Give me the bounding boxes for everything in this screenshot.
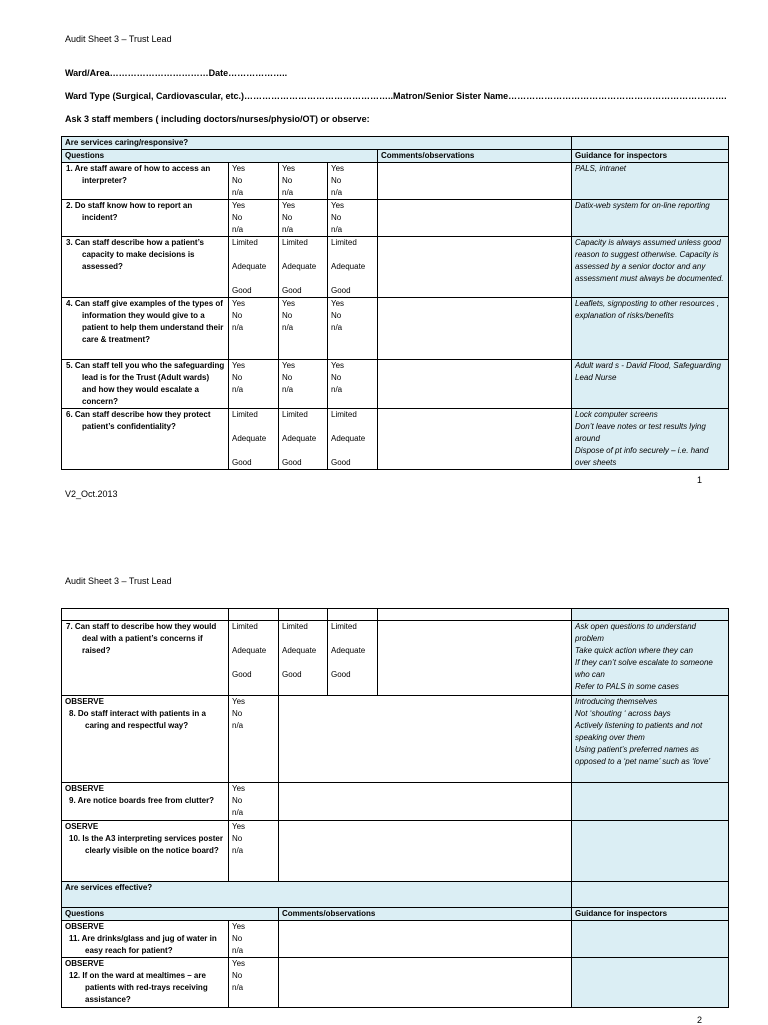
question-text: 11. Are drinks/glass and jug of water in easy reach for patient?: [69, 934, 217, 955]
question-text: 7. Can staff to describe how they would deal with a patient’s concerns if raised?: [62, 621, 229, 696]
table-row: [62, 200, 729, 237]
comments-cell[interactable]: [279, 821, 572, 882]
answer-options[interactable]: Limited Adequate Good: [279, 237, 328, 298]
guidance-text: Leaflets, signposting to other resources , explanation of risks/benefits: [572, 298, 729, 360]
table-row: [62, 163, 729, 200]
section-caring: Are services caring/responsive?: [62, 137, 572, 150]
comments-cell[interactable]: [378, 360, 572, 409]
question-text: 1. Are staff aware of how to access an interpreter?: [62, 163, 229, 200]
question-text: 8. Do staff interact with patients in a caring and respectful way?: [69, 709, 206, 730]
comments-cell[interactable]: [378, 409, 572, 470]
guidance-cell: [572, 958, 729, 1008]
answer-options[interactable]: Yes No n/a: [229, 921, 279, 958]
question-text: 12. If on the ward at mealtimes – are patients with red-trays receiving assistance?: [69, 971, 208, 1004]
comments-cell[interactable]: [378, 237, 572, 298]
answer-options[interactable]: Limited Adequate Good: [328, 409, 378, 470]
table-row: [62, 696, 729, 783]
ward-type-matron-field[interactable]: Ward Type (Surgical, Cardiovascular, etc.)…………………………………………..Matron/Senior Sister Name……………………………………………………………….: [65, 91, 727, 101]
audit-table-page1: [61, 136, 729, 470]
comments-cell[interactable]: [279, 921, 572, 958]
header-guidance: Guidance for inspectors: [572, 908, 729, 921]
guidance-text: Capacity is always assumed unless good reason to suggest otherwise. Capacity is assessed by a senior doctor and any assessment must always be documented.: [572, 237, 729, 298]
table-row: [62, 958, 729, 1008]
answer-options[interactable]: Limited Adequate Good: [229, 237, 279, 298]
header-questions: Questions: [62, 150, 378, 163]
answer-options[interactable]: Limited Adequate Good: [229, 409, 279, 470]
header-questions: Questions: [62, 908, 279, 921]
question-text: 4. Can staff give examples of the types of information they would give to a patient to help them understand their care & treatment?: [62, 298, 229, 360]
answer-options[interactable]: Yes No n/a: [229, 200, 279, 237]
answer-options[interactable]: Limited Adequate Good: [328, 237, 378, 298]
audit-table-page2: [61, 608, 729, 1008]
page-number: 1: [697, 475, 703, 485]
answer-options[interactable]: Yes No n/a: [229, 360, 279, 409]
answer-options[interactable]: Yes No n/a: [229, 298, 279, 360]
guidance-text: Datix-web system for on-line reporting: [572, 200, 729, 237]
comments-cell[interactable]: [378, 621, 572, 696]
comments-cell[interactable]: [279, 696, 572, 783]
observe-label: OBSERVE: [65, 697, 104, 706]
guidance-text: Lock computer screens Don’t leave notes or test results lying around Dispose of pt info securely – i.e. hand over sheets: [572, 409, 729, 470]
answer-options[interactable]: Yes No n/a: [328, 200, 378, 237]
page2-title: Audit Sheet 3 – Trust Lead: [65, 576, 172, 586]
table-row: [62, 621, 729, 696]
guidance-text: Adult ward s - David Flood, Safeguarding Lead Nurse: [572, 360, 729, 409]
guidance-cell: [572, 921, 729, 958]
table-row: [62, 821, 729, 882]
header-comments: Comments/observations: [378, 150, 572, 163]
table-row: [62, 237, 729, 298]
guidance-text: PALS, intranet: [572, 163, 729, 200]
answer-options[interactable]: Yes No n/a: [279, 163, 328, 200]
answer-options[interactable]: Yes No n/a: [229, 958, 279, 1008]
guidance-text: Ask open questions to understand problem Take quick action where they can If they can’t solve escalate to someone who can Refer to PALS in some cases: [572, 621, 729, 696]
ask-instruction: Ask 3 staff members ( including doctors/nurses/physio/OT) or observe:: [65, 114, 370, 124]
answer-options[interactable]: Yes No n/a: [229, 783, 279, 821]
answer-options[interactable]: Yes No n/a: [279, 360, 328, 409]
answer-options[interactable]: Yes No n/a: [229, 696, 279, 783]
answer-options[interactable]: Limited Adequate Good: [229, 621, 279, 696]
observe-label: OBSERVE: [65, 922, 104, 931]
table-row: [62, 360, 729, 409]
question-text: 3. Can staff describe how a patient’s capacity to make decisions is assessed?: [62, 237, 229, 298]
answer-options[interactable]: Yes No n/a: [229, 821, 279, 882]
table-row: [62, 409, 729, 470]
version-label: V2_Oct.2013: [65, 489, 118, 499]
comments-cell[interactable]: [279, 783, 572, 821]
observe-label: OSERVE: [65, 822, 99, 831]
page-number-2: 2: [697, 1015, 703, 1025]
question-text: 9. Are notice boards free from clutter?: [69, 796, 215, 805]
header-guidance: Guidance for inspectors: [572, 150, 729, 163]
answer-options[interactable]: Yes No n/a: [328, 360, 378, 409]
question-text: 5. Can staff tell you who the safeguarding lead is for the Trust (Adult wards) and how they would escalate a concern?: [62, 360, 229, 409]
answer-options[interactable]: Yes No n/a: [279, 200, 328, 237]
guidance-text: Introducing themselves Not ‘shouting ‘ across bays Actively listening to patients and not speaking over them Using patient’s preferred names as opposed to a ‘pet name’ such as ‘love’: [572, 696, 729, 783]
guidance-cell: [572, 783, 729, 821]
question-text: 6. Can staff describe how they protect patient’s confidentiality?: [62, 409, 229, 470]
comments-cell[interactable]: [378, 163, 572, 200]
page1-title: Audit Sheet 3 – Trust Lead: [65, 34, 172, 44]
comments-cell[interactable]: [378, 200, 572, 237]
table-row: [62, 783, 729, 821]
answer-options[interactable]: Yes No n/a: [328, 163, 378, 200]
answer-options[interactable]: Limited Adequate Good: [328, 621, 378, 696]
observe-label: OBSERVE: [65, 959, 104, 968]
ward-area-date-field[interactable]: Ward/Area……………………………Date………………..: [65, 68, 288, 78]
observe-label: OBSERVE: [65, 784, 104, 793]
question-text: 2. Do staff know how to report an incident?: [62, 200, 229, 237]
question-text: 10. Is the A3 interpreting services poster clearly visible on the notice board?: [69, 834, 223, 855]
table-row: [62, 298, 729, 360]
answer-options[interactable]: Yes No n/a: [279, 298, 328, 360]
answer-options[interactable]: Limited Adequate Good: [279, 621, 328, 696]
table-row: [62, 921, 729, 958]
answer-options[interactable]: Yes No n/a: [229, 163, 279, 200]
guidance-cell: [572, 821, 729, 882]
answer-options[interactable]: Yes No n/a: [328, 298, 378, 360]
section-effective: Are services effective?: [62, 882, 572, 908]
comments-cell[interactable]: [279, 958, 572, 1008]
comments-cell[interactable]: [378, 298, 572, 360]
header-comments: Comments/observations: [279, 908, 572, 921]
answer-options[interactable]: Limited Adequate Good: [279, 409, 328, 470]
